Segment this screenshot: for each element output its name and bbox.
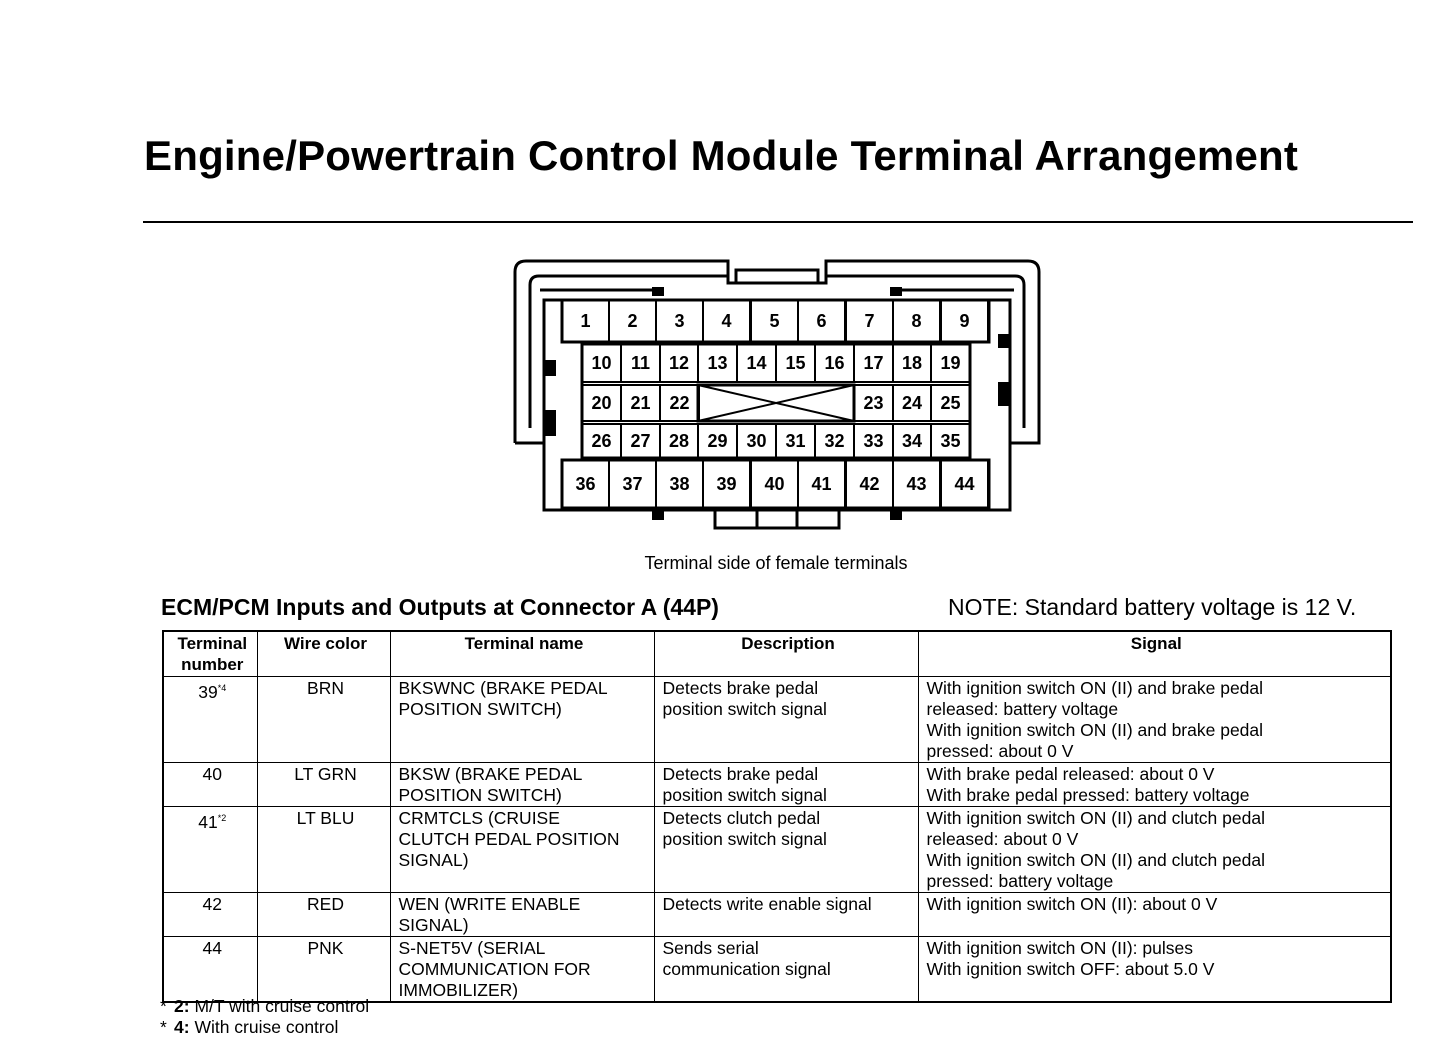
terminal-pin-label: 34 — [901, 431, 923, 451]
terminal-footnote-mark: *4 — [217, 683, 227, 693]
terminal-pin-label: 31 — [785, 431, 806, 451]
terminal-number-value: 40 — [202, 764, 222, 784]
cell-signal — [918, 807, 1391, 893]
description-line: position switch signal — [662, 785, 827, 805]
signal-line: With brake pedal released: about 0 V — [926, 764, 1215, 784]
terminal-pin-label: 10 — [591, 353, 612, 373]
signal-line: With brake pedal pressed: battery voltage — [926, 785, 1250, 805]
table-body — [163, 677, 1391, 1003]
terminal-pin-label: 30 — [746, 431, 767, 451]
cell-terminal-number — [163, 807, 257, 893]
description-line: Detects clutch pedal — [662, 808, 821, 828]
cell-description — [654, 807, 918, 893]
terminal-footnote-mark: *2 — [217, 813, 227, 823]
terminal-name-line: SIGNAL) — [398, 850, 469, 870]
terminal-pin-label: 33 — [863, 431, 884, 451]
description-line: position switch signal — [662, 829, 827, 849]
terminal-number-value: 42 — [202, 894, 222, 914]
terminal-pin-label: 26 — [591, 431, 612, 451]
description-line: Sends serial — [662, 938, 759, 958]
terminal-pin-label: 3 — [674, 311, 685, 331]
cell-description — [654, 893, 918, 937]
terminal-name-line: POSITION SWITCH) — [398, 699, 562, 719]
terminal-pin-label: 13 — [707, 353, 728, 373]
terminal-pin-label: 12 — [668, 353, 690, 373]
cell-terminal-name — [390, 763, 654, 807]
cell-terminal-name — [390, 893, 654, 937]
terminal-pin-label: 35 — [940, 431, 961, 451]
section-title: ECM/PCM Inputs and Outputs at Connector A (44P) — [161, 594, 719, 620]
terminal-pin-label: 4 — [721, 311, 732, 331]
cell-signal — [918, 763, 1391, 807]
cell-description — [654, 763, 918, 807]
terminal-name-line: POSITION SWITCH) — [398, 785, 562, 805]
terminal-pin-label: 25 — [940, 393, 961, 413]
footnote-text: With cruise control — [194, 1017, 339, 1037]
cell-signal — [918, 893, 1391, 937]
footnote-label: 4: — [174, 1017, 195, 1037]
terminal-pin-label: 41 — [811, 474, 832, 494]
cell-wire-color: RED — [257, 893, 390, 937]
terminal-pin-label: 24 — [901, 393, 923, 413]
terminal-number-value: 41 — [198, 812, 218, 832]
terminal-pin-label: 43 — [906, 474, 927, 494]
footnote-item — [160, 1017, 369, 1038]
footnotes — [160, 996, 369, 1038]
signal-line: pressed: about 0 V — [926, 741, 1074, 761]
terminal-pin-label: 32 — [824, 431, 845, 451]
terminal-name-line: SIGNAL) — [398, 915, 469, 935]
terminal-pin-label: 36 — [575, 474, 596, 494]
terminal-pin-label: 15 — [785, 353, 806, 373]
terminal-pin-label: 7 — [864, 311, 875, 331]
header-terminal-line2: number — [181, 655, 244, 674]
terminal-pin-label: 16 — [824, 353, 845, 373]
header-signal: Signal — [918, 631, 1391, 677]
terminal-pin-label: 27 — [630, 431, 651, 451]
voltage-note: NOTE: Standard battery voltage is 12 V. — [948, 594, 1357, 620]
terminal-pin-label: 28 — [668, 431, 690, 451]
signal-line: With ignition switch ON (II) and brake pedal — [926, 678, 1264, 698]
header-wire-color: Wire color — [257, 631, 390, 677]
terminal-pin-label: 23 — [863, 393, 884, 413]
terminal-pin-label: 18 — [901, 353, 923, 373]
description-line: position switch signal — [662, 699, 827, 719]
terminal-pin-label: 14 — [746, 353, 767, 373]
signal-line: With ignition switch ON (II) and clutch pedal — [926, 850, 1265, 870]
header-description: Description — [654, 631, 918, 677]
header-terminal-name: Terminal name — [390, 631, 654, 677]
terminal-pin-label: 40 — [764, 474, 785, 494]
terminal-pin-label: 8 — [911, 311, 922, 331]
description-line: communication signal — [662, 959, 831, 979]
cell-terminal-name — [390, 807, 654, 893]
terminal-number-value: 44 — [202, 938, 222, 958]
description-line: Detects brake pedal — [662, 764, 819, 784]
terminal-pin-label: 1 — [580, 311, 591, 331]
signal-line: With ignition switch ON (II) and clutch pedal — [926, 808, 1265, 828]
cell-terminal-name — [390, 677, 654, 763]
header-terminal — [163, 631, 257, 677]
signal-line: With ignition switch ON (II): about 0 V — [926, 894, 1218, 914]
terminal-name-line: S-NET5V (SERIAL — [398, 938, 546, 958]
footnote-text: M/T with cruise control — [194, 996, 370, 1016]
connector-caption: Terminal side of female terminals — [644, 553, 908, 573]
terminal-pin-label: 44 — [954, 474, 975, 494]
terminal-pin-label: 21 — [630, 393, 651, 413]
cell-wire-color: BRN — [257, 677, 390, 763]
terminal-pin-label: 11 — [630, 353, 651, 373]
signal-line: released: battery voltage — [926, 699, 1119, 719]
description-line: Detects brake pedal — [662, 678, 819, 698]
terminal-name-line: CRMTCLS (CRUISE — [398, 808, 560, 828]
cell-signal — [918, 677, 1391, 763]
cell-wire-color: LT GRN — [257, 763, 390, 807]
terminal-name-line: COMMUNICATION FOR — [398, 959, 591, 979]
footnote-mark: * — [160, 1017, 167, 1037]
terminal-pin-label: 5 — [769, 311, 780, 331]
table-row — [163, 807, 1391, 893]
table-row — [163, 893, 1391, 937]
terminal-pin-label: 39 — [716, 474, 737, 494]
terminal-name-line: BKSW (BRAKE PEDAL — [398, 764, 583, 784]
header-terminal-line1: Terminal — [177, 634, 248, 653]
footnote-mark: * — [160, 996, 167, 1016]
terminal-name-line: IMMOBILIZER) — [398, 980, 519, 1000]
terminal-pin-label: 22 — [669, 393, 690, 413]
cell-terminal-number — [163, 677, 257, 763]
cell-terminal-number — [163, 937, 257, 1003]
terminal-pin-label: 29 — [707, 431, 728, 451]
terminal-name-line: BKSWNC (BRAKE PEDAL — [398, 678, 608, 698]
cell-signal — [918, 937, 1391, 1003]
terminal-pin-label: 37 — [622, 474, 643, 494]
cell-wire-color: PNK — [257, 937, 390, 1003]
table-row — [163, 677, 1391, 763]
terminal-pin-label: 19 — [940, 353, 961, 373]
signal-line: released: about 0 V — [926, 829, 1079, 849]
terminal-pin-label: 38 — [669, 474, 690, 494]
terminal-pin-label: 42 — [859, 474, 880, 494]
footnote-item — [160, 996, 369, 1017]
terminal-pin-label: 9 — [959, 311, 970, 331]
terminal-pin-label: 17 — [863, 353, 884, 373]
cell-description — [654, 677, 918, 763]
page-title: Engine/Powertrain Control Module Terminal Arrangement — [144, 132, 1299, 179]
terminal-pin-label: 2 — [627, 311, 638, 331]
cell-terminal-number — [163, 763, 257, 807]
signal-line: With ignition switch OFF: about 5.0 V — [926, 959, 1215, 979]
description-line: Detects write enable signal — [662, 894, 872, 914]
table-row — [163, 763, 1391, 807]
table-header-row — [163, 631, 1391, 677]
footnote-label: 2: — [174, 996, 195, 1016]
terminal-name-line: CLUTCH PEDAL POSITION — [398, 829, 620, 849]
signal-line: pressed: battery voltage — [926, 871, 1114, 891]
io-table — [162, 630, 1392, 1003]
signal-line: With ignition switch ON (II) and brake pedal — [926, 720, 1264, 740]
terminal-name-line: WEN (WRITE ENABLE — [398, 894, 581, 914]
terminal-pin-label: 6 — [816, 311, 827, 331]
cell-terminal-name — [390, 937, 654, 1003]
signal-line: With ignition switch ON (II): pulses — [926, 938, 1193, 958]
terminal-number-value: 39 — [198, 682, 218, 702]
table-row — [163, 937, 1391, 1003]
cell-terminal-number — [163, 893, 257, 937]
cell-wire-color: LT BLU — [257, 807, 390, 893]
blank-area-cross — [698, 385, 854, 421]
terminal-pin-label: 20 — [591, 393, 612, 413]
cell-description — [654, 937, 918, 1003]
